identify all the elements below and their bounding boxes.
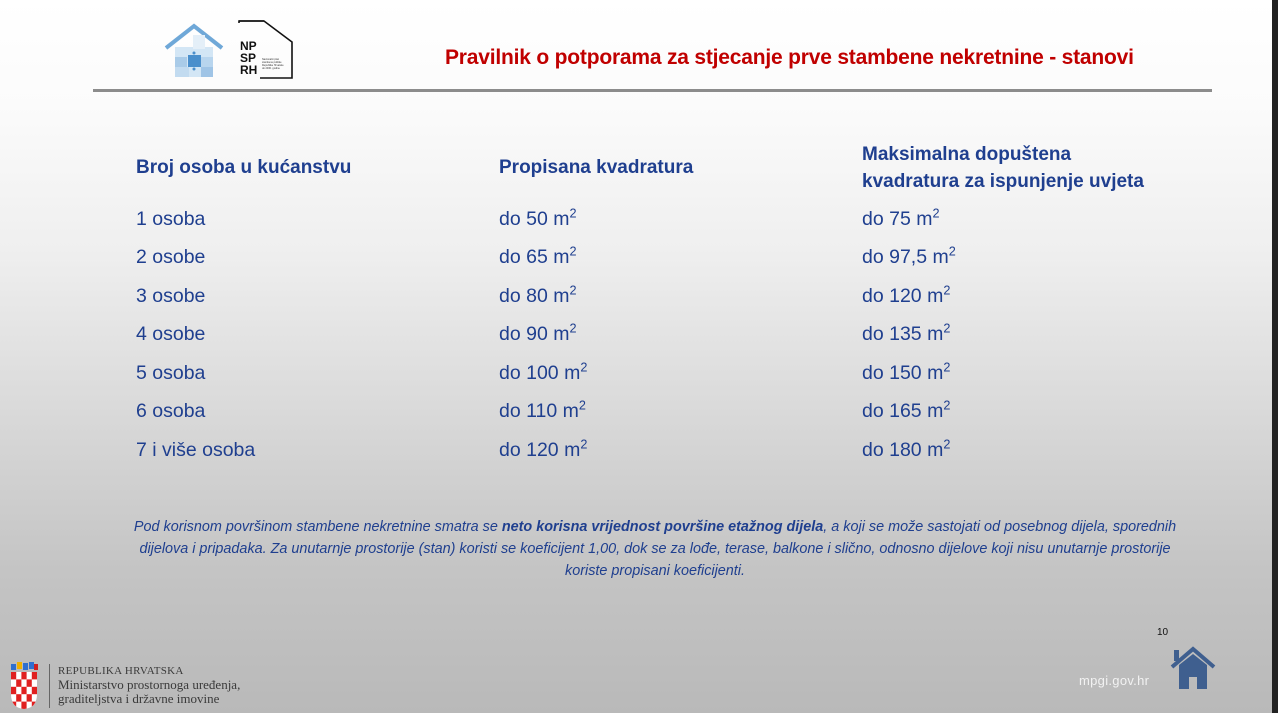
persons-cell: 1 osoba bbox=[136, 208, 206, 230]
persons-cell: 5 osoba bbox=[136, 362, 206, 384]
persons-cell: 6 osoba bbox=[136, 400, 206, 422]
website-link[interactable]: mpgi.gov.hr bbox=[1079, 673, 1150, 688]
persons-cell: 4 osobe bbox=[136, 323, 206, 345]
croatian-coat-of-arms-icon bbox=[9, 662, 39, 710]
column-header-prescribed: Propisana kvadratura bbox=[499, 157, 694, 178]
max-cell: do 97,5 $m^2$ bbox=[862, 244, 956, 268]
prescribed-cell: do 100 $m^2$ bbox=[499, 360, 588, 384]
page-number: 10 bbox=[1157, 627, 1169, 638]
prescribed-cell: do 50 $m^2$ bbox=[499, 206, 577, 230]
max-cell: do 135 $m^2$ bbox=[862, 321, 951, 345]
npsprh-logo bbox=[234, 20, 296, 82]
page-title: Pravilnik o potporama za stjecanje prve stambene nekretnine - stanovi bbox=[445, 46, 1134, 69]
home-icon[interactable] bbox=[1170, 646, 1216, 691]
prescribed-cell: do 65 $m^2$ bbox=[499, 244, 577, 268]
max-cell: do 120 $m^2$ bbox=[862, 283, 951, 307]
title-divider bbox=[93, 89, 1212, 92]
max-cell: do 165 $m^2$ bbox=[862, 398, 951, 422]
puzzle-house-logo-icon bbox=[163, 23, 225, 79]
npsprh-logo-text: NP SP RH bbox=[240, 39, 258, 77]
column-header-persons: Broj osoba u kućanstvu bbox=[136, 157, 352, 178]
npsprh-logo-subtext: Nacionalni plan stambene politike Republike Hrvatske do 2030. godine bbox=[262, 58, 284, 70]
window-edge bbox=[1272, 0, 1278, 713]
max-cell: do 150 $m^2$ bbox=[862, 360, 951, 384]
persons-cell: 2 osobe bbox=[136, 246, 206, 268]
prescribed-cell: do 110 $m^2$ bbox=[499, 398, 586, 422]
footnote: Pod korisnom površinom stambene nekretnine smatra se neto korisna vrijednost površine etažnog dijela, a koji se može sastojati od posebnog dijela, sporednih dijelova i pripadaka. Za unutarnje prostorije (stan) koristi se koeficijent 1,00, dok se za lođe, terase, balkone i slično, odnosno dijelove koji nisu unutarnje prostorije koriste propisani koeficijenti. bbox=[133, 519, 1177, 579]
footnote-emphasis: neto korisna vrijednost površine etažnog dijela bbox=[501, 519, 824, 535]
persons-cell: 3 osobe bbox=[136, 285, 206, 307]
max-cell: do 75 $m^2$ bbox=[862, 206, 940, 230]
prescribed-cell: do 90 $m^2$ bbox=[499, 321, 577, 345]
max-cell: do 180 $m^2$ bbox=[862, 437, 951, 461]
ministry-name: REPUBLIKA HRVATSKA Ministarstvo prostornoga uređenja, graditeljstva i državne imovine bbox=[58, 665, 241, 706]
prescribed-cell: do 80 $m^2$ bbox=[499, 283, 577, 307]
column-header-max: Maksimalna dopuštena kvadratura za ispunjenje uvjeta bbox=[862, 144, 1144, 192]
footer-separator bbox=[49, 664, 50, 708]
prescribed-cell: do 120 $m^2$ bbox=[499, 437, 588, 461]
persons-cell: 7 i više osoba bbox=[136, 439, 256, 461]
